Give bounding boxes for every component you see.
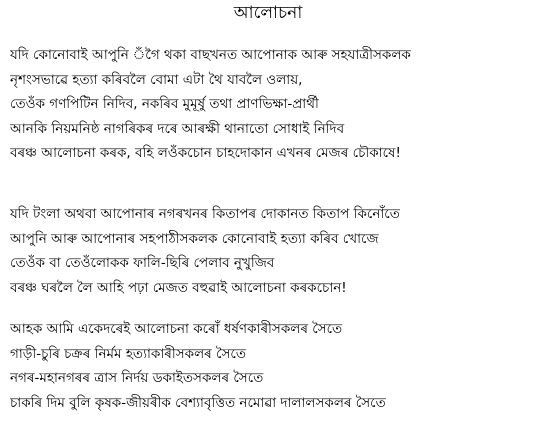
stanza-line: তেওঁক গণপিটিন নিদিব, নকৰিব মুমূৰ্ষু তথা প্ৰাণভিক্ষা-প্ৰাৰ্থী xyxy=(10,96,319,112)
stanza-line: যদি কোনোবাই আপুনি ঁগৈ থকা বাছখনত আপোনাক আৰু সহযাত্ৰীসকলক xyxy=(10,47,411,63)
stanza-line: নগৰ-মহানগৰৰ ত্ৰাস নিৰ্দয় ডকাইতসকলৰ সৈতে xyxy=(10,370,264,386)
stanza-line: আহক আমি একেদৰেই আলোচনা কৰোঁ ধৰ্ষণকাৰীসকলৰ সৈতে xyxy=(10,321,343,337)
stanza-line: আপুনি আৰু আপোনাৰ সহপাঠীসকলক কোনোবাই হত্যা কৰিব খোজে xyxy=(10,230,379,247)
stanza-line: নৃশংসভাৱে হত্যা কৰিবলৈ বোমা এটা থৈ যাবলৈ ওলায়, xyxy=(10,71,303,88)
stanza-line: চাকৰি দিম বুলি কৃষক-জীয়ৰীক বেশ্যাবৃত্তিত নমোৱা দালালসকলৰ সৈতে xyxy=(10,394,386,411)
stanza-line: বৰঞ্চ ঘৰলৈ লৈ আহি পঢ়া মেজত বহুৱাই আলোচনা কৰকচোন! xyxy=(10,279,347,296)
stanza-3 xyxy=(10,317,534,415)
stanza-line: বৰঞ্চ আলোচনা কৰক, বহি লওঁকচোন চাহদোকান এখনৰ মেজৰ চৌকাষে! xyxy=(10,145,401,161)
stanza-1 xyxy=(10,43,534,166)
page-title: আলোচনা xyxy=(233,3,303,23)
stanza-line: গাড়ী-চুৰি চক্ৰৰ নিৰ্মম হত্যাকাৰীসকলৰ সৈতে xyxy=(10,345,246,362)
stanza-line: আনকি নিয়মনিষ্ঠ নাগৰিকৰ দৰে আৰক্ষী থানাতো সোধাই নিদিব xyxy=(10,120,345,137)
stanza-line: তেওঁক বা তেওঁলোকক ফালি-ছিৰি পেলাব নুখুজিব xyxy=(10,255,275,271)
stanza-2 xyxy=(10,202,534,300)
stanza-line: যদি টংলা অথবা আপোনাৰ নগৰখনৰ কিতাপৰ দোকানত কিতাপ কিনোঁতে xyxy=(10,206,400,222)
